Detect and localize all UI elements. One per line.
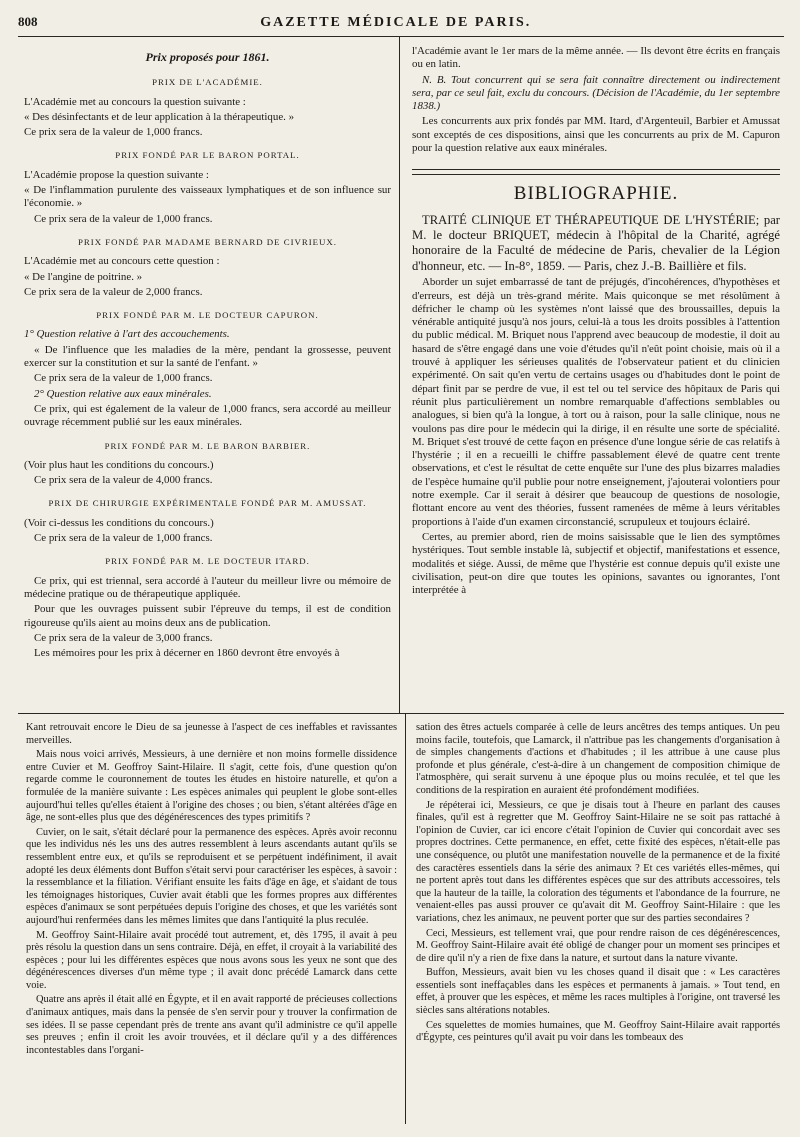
itard-value: Ce prix sera de la valeur de 3,000 francs. [34,631,213,644]
academie-question: « Des désinfectants et de leur application à la thérapeutique. » [24,110,295,123]
exception-note: Les concurrents aux prix fondés par MM. Itard, d'Argenteuil, Barbier et Amussat sont exceptés de ces dispositions, ainsi que les concurrents au prix de M. Capuron pour la question relative aux eaux minérales. [412,115,780,155]
page-number: 808 [18,14,38,29]
feuilleton-paragraph-3: Cuvier, on le sait, s'était déclaré pour la permanence des espèces. Après avoir reconnu que les individus nés les uns des autres ressemblent à leurs ascendants autant qu'ils se ressemblent entre eux, et qu'ils se reproduisent et se perpétuent indéfiniment, il avait adopté les deux éléments dont Buffon s'était servi pour caractériser les espèces, à savoir : la ressemblance et la filiation. Vérifiant ensuite les faits d'âge en âge, et s'aidant de tous les témoignages historiques, Cuvier avait établi que les formes propres aux différentes espèces d'animaux se sont perpétuées depuis l'origine des choses, et que les variétés sont aujourd'hui renfermées dans les mêmes limites que dans l'antiquité la plus reculée. [26,826,397,926]
submission-deadline: l'Académie avant le 1er mars de la même année. — Ils devont être écrits en français ou en latin. [412,45,780,71]
academie-intro: L'Académie met au concours la question suivante : [24,95,246,108]
amussat-conditions: (Voir ci-dessus les conditions du concours.) [24,516,214,529]
book-title: TRAITÉ CLINIQUE ET THÉRAPEUTIQUE DE L'HYSTÉRIE; par M. le docteur BRIQUET, médecin à l'hôpital de la Charité, agrégé honoraire de la Faculté de médecine de Paris, chevalier de la Légion d'honneur, etc. — In-8°, 1859. — Paris, chez J.-B. Baillière et fils. [412,212,780,273]
feuilleton-paragraph-2: Mais nous voici arrivés, Messieurs, à une dernière et non moins formelle dissidence entre Cuvier et M. Geoffroy Saint-Hilaire. Il s'agit, cette fois, d'une question qu'on regarde comme le couronnement de toutes les études en histoire naturelle, et qu'on a formulée de la manière suivante : Les espèces animales qui peuplent le globe sont-elles aujourd'hui telles qu'elles étaient à l'origine des choses ; ou bien, s'étant altérées d'âge en âge, ne sont-elles plus que des dégénérescences des types primitifs ? [26,749,397,824]
prizes-column [18,37,400,713]
feuilleton-paragraph-4: M. Geoffroy Saint-Hilaire avait procédé tout autrement, et, dès 1795, il avait à peu près résolu la question dans un sens contraire. Déjà, en effet, il croyait à la variabilité des espèces ; pour lui les différentes espèces que nous avons sous les yeux ne sont que des dégénérescences diverses d'un même type ; il avait donc précédé Lamarck dans cette voie. [26,929,397,991]
bibliography-heading: BIBLIOGRAPHIE. [513,183,679,205]
portal-intro: L'Académie propose la question suivante : [24,168,209,181]
capuron-text-1: « De l'influence que les maladies de la mère, pendant la grossesse, peuvent exercer sur la constitution et sur la santé de l'enfant. » [24,343,391,370]
feuilleton-paragraph-7: Je répéterai ici, Messieurs, ce que je disais tout à l'heure en parlant des causes finales, qu'il est à regretter que M. Geoffroy Saint-Hilaire ne se soit pas rattaché à l'opinion de Cuvier, car ici encore c'était l'opinion de Cuvier qui concordait avec ses propres doctrines. Cette permanence, en effet, cette fixité des espèces, n'était-elle pas une conséquence, ou plutôt une manifestation nouvelle de la permanence et de la fixité des caractères essentiels dans la série des animaux ? Et ces variétés elles-mêmes, qui ne portent après tout dans les différentes espèces que sur des attributs accessoires, tels que la hauteur de la taille, la coloration des téguments et l'abondance de la fourrure, ne venaient-elles pas aussi prouver ce qu'avait dit M. Geoffroy Saint-Hilaire : que les variations, chez les animaux, ne peuvent porter que sur des parties secondaires ? [416,799,780,924]
journal-title: GAZETTE MÉDICALE DE PARIS. [260,15,532,30]
capuron-heading: PRIX FONDÉ PAR M. LE DOCTEUR CAPURON. [96,310,319,321]
barbier-conditions: (Voir plus haut les conditions du concours.) [24,458,214,471]
portal-question: « De l'inflammation purulente des vaisseaux lymphatiques et de son influence sur l'économie. » [24,184,391,210]
civrieux-heading: PRIX FONDÉ PAR MADAME BERNARD DE CIVRIEUX. [78,236,337,247]
feuilleton-paragraph-8: Ceci, Messieurs, est tellement vrai, que pour rendre raison de ces dégénérescences, M. Geoffroy Saint-Hilaire avait été obligé de changer pour un moment ses principes et de dire qu'il n'y a rien de fixe dans la nature, et surtout dans la nature vivante. [416,927,780,964]
section-divider [412,169,780,175]
nota-bene: N. B. Tout concurrent qui se sera fait connaître directement ou indirectement sera, par ce seul fait, exclu du concours. (Décision de l'Académie, du 1er septembre 1838.) [412,73,780,113]
amussat-heading: PRIX DE CHIRURGIE EXPÉRIMENTALE FONDÉ PAR M. AMUSSAT. [48,498,367,509]
capuron-question-2: 2° Question relative aux eaux minérales. [34,387,212,400]
feuilleton-paragraph-9: Buffon, Messieurs, avait bien vu les choses quand il disait que : « Les caractères essentiels sont ineffaçables dans les espèces et permanents à jamais. » Tout tend, en effet, à prouver que les espèces, et même les races multiples à l'origine, ont traversé les siècles sans altérations notables. [416,967,780,1017]
capuron-question-1: 1° Question relative à l'art des accouchements. [24,328,230,341]
feuilleton-paragraph-6: sation des êtres actuels comparée à celle de leurs ancêtres des temps antiques. Un peu moins facile, toutefois, que Lamarck, il n'attribue pas les changements d'organisation à de simples changements d'actions et d'habitudes ; il les attribue à une cause plus profonde et plus générale, c'est-à-dire à un changement de composition chimique de l'atmosphère, qui serait survenu à une époque plus ou moins reculée, et tel que les conditions de la respiration en auraient été profondément modifiées. [416,722,780,796]
itard-text-2: Pour que les ouvrages puissent subir l'épreuve du temps, il est de condition rigoureuse qu'ils aient au moins deux ans de publication. [24,603,391,629]
feuilleton-right-column [406,714,784,1124]
feuilleton-paragraph-5: Quatre ans après il était allé en Égypte, et il en avait rapporté de précieuses collections d'animaux antiques, mais dans la pensée de s'en servir pour y trouver la confirmation de ses idées. Il se passe cependant près de trente ans avant qu'il administre ce qu'il appelle ses preuves ; enfin il croit les avoir trouvées, et il déclare qu'il y a des différences incontestables dans l'organi- [26,994,397,1056]
prizes-title: Prix proposés pour 1861. [145,50,270,64]
page-header [18,14,784,37]
civrieux-question: « De l'angine de poitrine. » [24,270,143,283]
review-paragraph-1: Aborder un sujet embarrassé de tant de préjugés, d'incohérences, d'hypothèses et d'erreurs, est déjà un très-grand mérite. Mais quiconque se met résolûment à défricher le champ où les systèmes n'ont laissé que des broussailles, depuis la vénérable antiquité jusqu'à nos jours, celui-là a tous les droits possibles à l'attention du public médical. M. Briquet nous l'apprend avec beaucoup de modestie, il doit au hasard de s'être engagé dans une voie d'études qu'il n'eût point choisie, mais où il a trouvé à appliquer les sérieuses qualités de l'observateur patient et du clinicien expérimenté. On sait qu'en vertu de certains usages ou d'habitudes dont le point de départ finit par se perdre de vue, il est tel ou tel service des hôpitaux de Paris qui réunit plus particulièrement un nombre remarquable d'affections semblables ou analogues, si bien qu'à la longue, à tort ou à raison, pour la salle clinique, nous ne voulons pas dire pour le médecin qui la dirige, il en résulte une sorte de spécialité. M. Briquet s'est trouvé de cette façon en présence d'une longue série de cas relatifs à l'hystérie ; il en a recueilli le chiffre passablement élevé de quatre cent trente observations, et c'est le résultat de cette enquête sur l'une des plus bizarres maladies de l'espèce humaine qu'il publie pour notre enseignement, j'ajouterai volontiers pour notre exemple. Car il serait à désirer que beaucoup de questions de nosologie, flottant encore au vent des théories, fussent ramenées de même à leurs véritables proportions à l'aide d'un examen circonstancié, scrupuleux et toujours éclairé. [412,276,781,528]
portal-value: Ce prix sera de la valeur de 1,000 francs. [34,212,213,225]
itard-text-3: Les mémoires pour les prix à décerner en 1860 devront être envoyés à [34,647,340,660]
academie-value: Ce prix sera de la valeur de 1,000 francs. [24,126,203,139]
itard-heading: PRIX FONDÉ PAR M. LE DOCTEUR ITARD. [105,556,310,567]
capuron-value-1: Ce prix sera de la valeur de 1,000 francs. [34,372,213,385]
civrieux-value: Ce prix sera de la valeur de 2,000 francs. [24,285,203,298]
barbier-heading: PRIX FONDÉ PAR M. LE BARON BARBIER. [104,440,311,451]
portal-heading: PRIX FONDÉ PAR LE BARON PORTAL. [115,150,300,161]
feuilleton-paragraph-10: Ces squelettes de momies humaines, que M. Geoffroy Saint-Hilaire avait rapportés d'Égypte, ces peintures qu'il avait pu voir dans les tombeaux des [416,1019,780,1044]
feuilleton-paragraph-1: Kant retrouvait encore le Dieu de sa jeunesse à l'aspect de ces ineffables et ravissantes merveilles. [26,722,397,746]
feuilleton-section [18,714,784,1124]
top-section [18,37,784,714]
bibliography-column [400,37,784,713]
barbier-value: Ce prix sera de la valeur de 4,000 francs. [34,474,213,487]
amussat-value: Ce prix sera de la valeur de 1,000 francs. [34,532,213,545]
itard-text-1: Ce prix, qui est triennal, sera accordé à l'auteur du meilleur livre ou mémoire de médecine pratique ou de thérapeutique appliquée. [24,574,391,600]
civrieux-intro: L'Académie met au concours cette question : [24,255,220,268]
feuilleton-left-column [18,714,406,1124]
academie-heading: PRIX DE L'ACADÉMIE. [152,77,263,88]
capuron-text-2: Ce prix, qui est également de la valeur de 1,000 francs, sera accordé au meilleur ouvrage récemment publié sur les eaux minérales. [24,402,391,429]
review-paragraph-2: Certes, au premier abord, rien de moins saisissable que le lien des symptômes hystériques. Tout semble instable là, subjectif et objectif, manifestations et essence, modalités et siége. Aussi, de même que l'hystérie est connue depuis qu'il existe une civilisation, peut-on dire que toutes les opinions, savantes ou ignorantes, l'ont interprétée à [412,530,780,597]
